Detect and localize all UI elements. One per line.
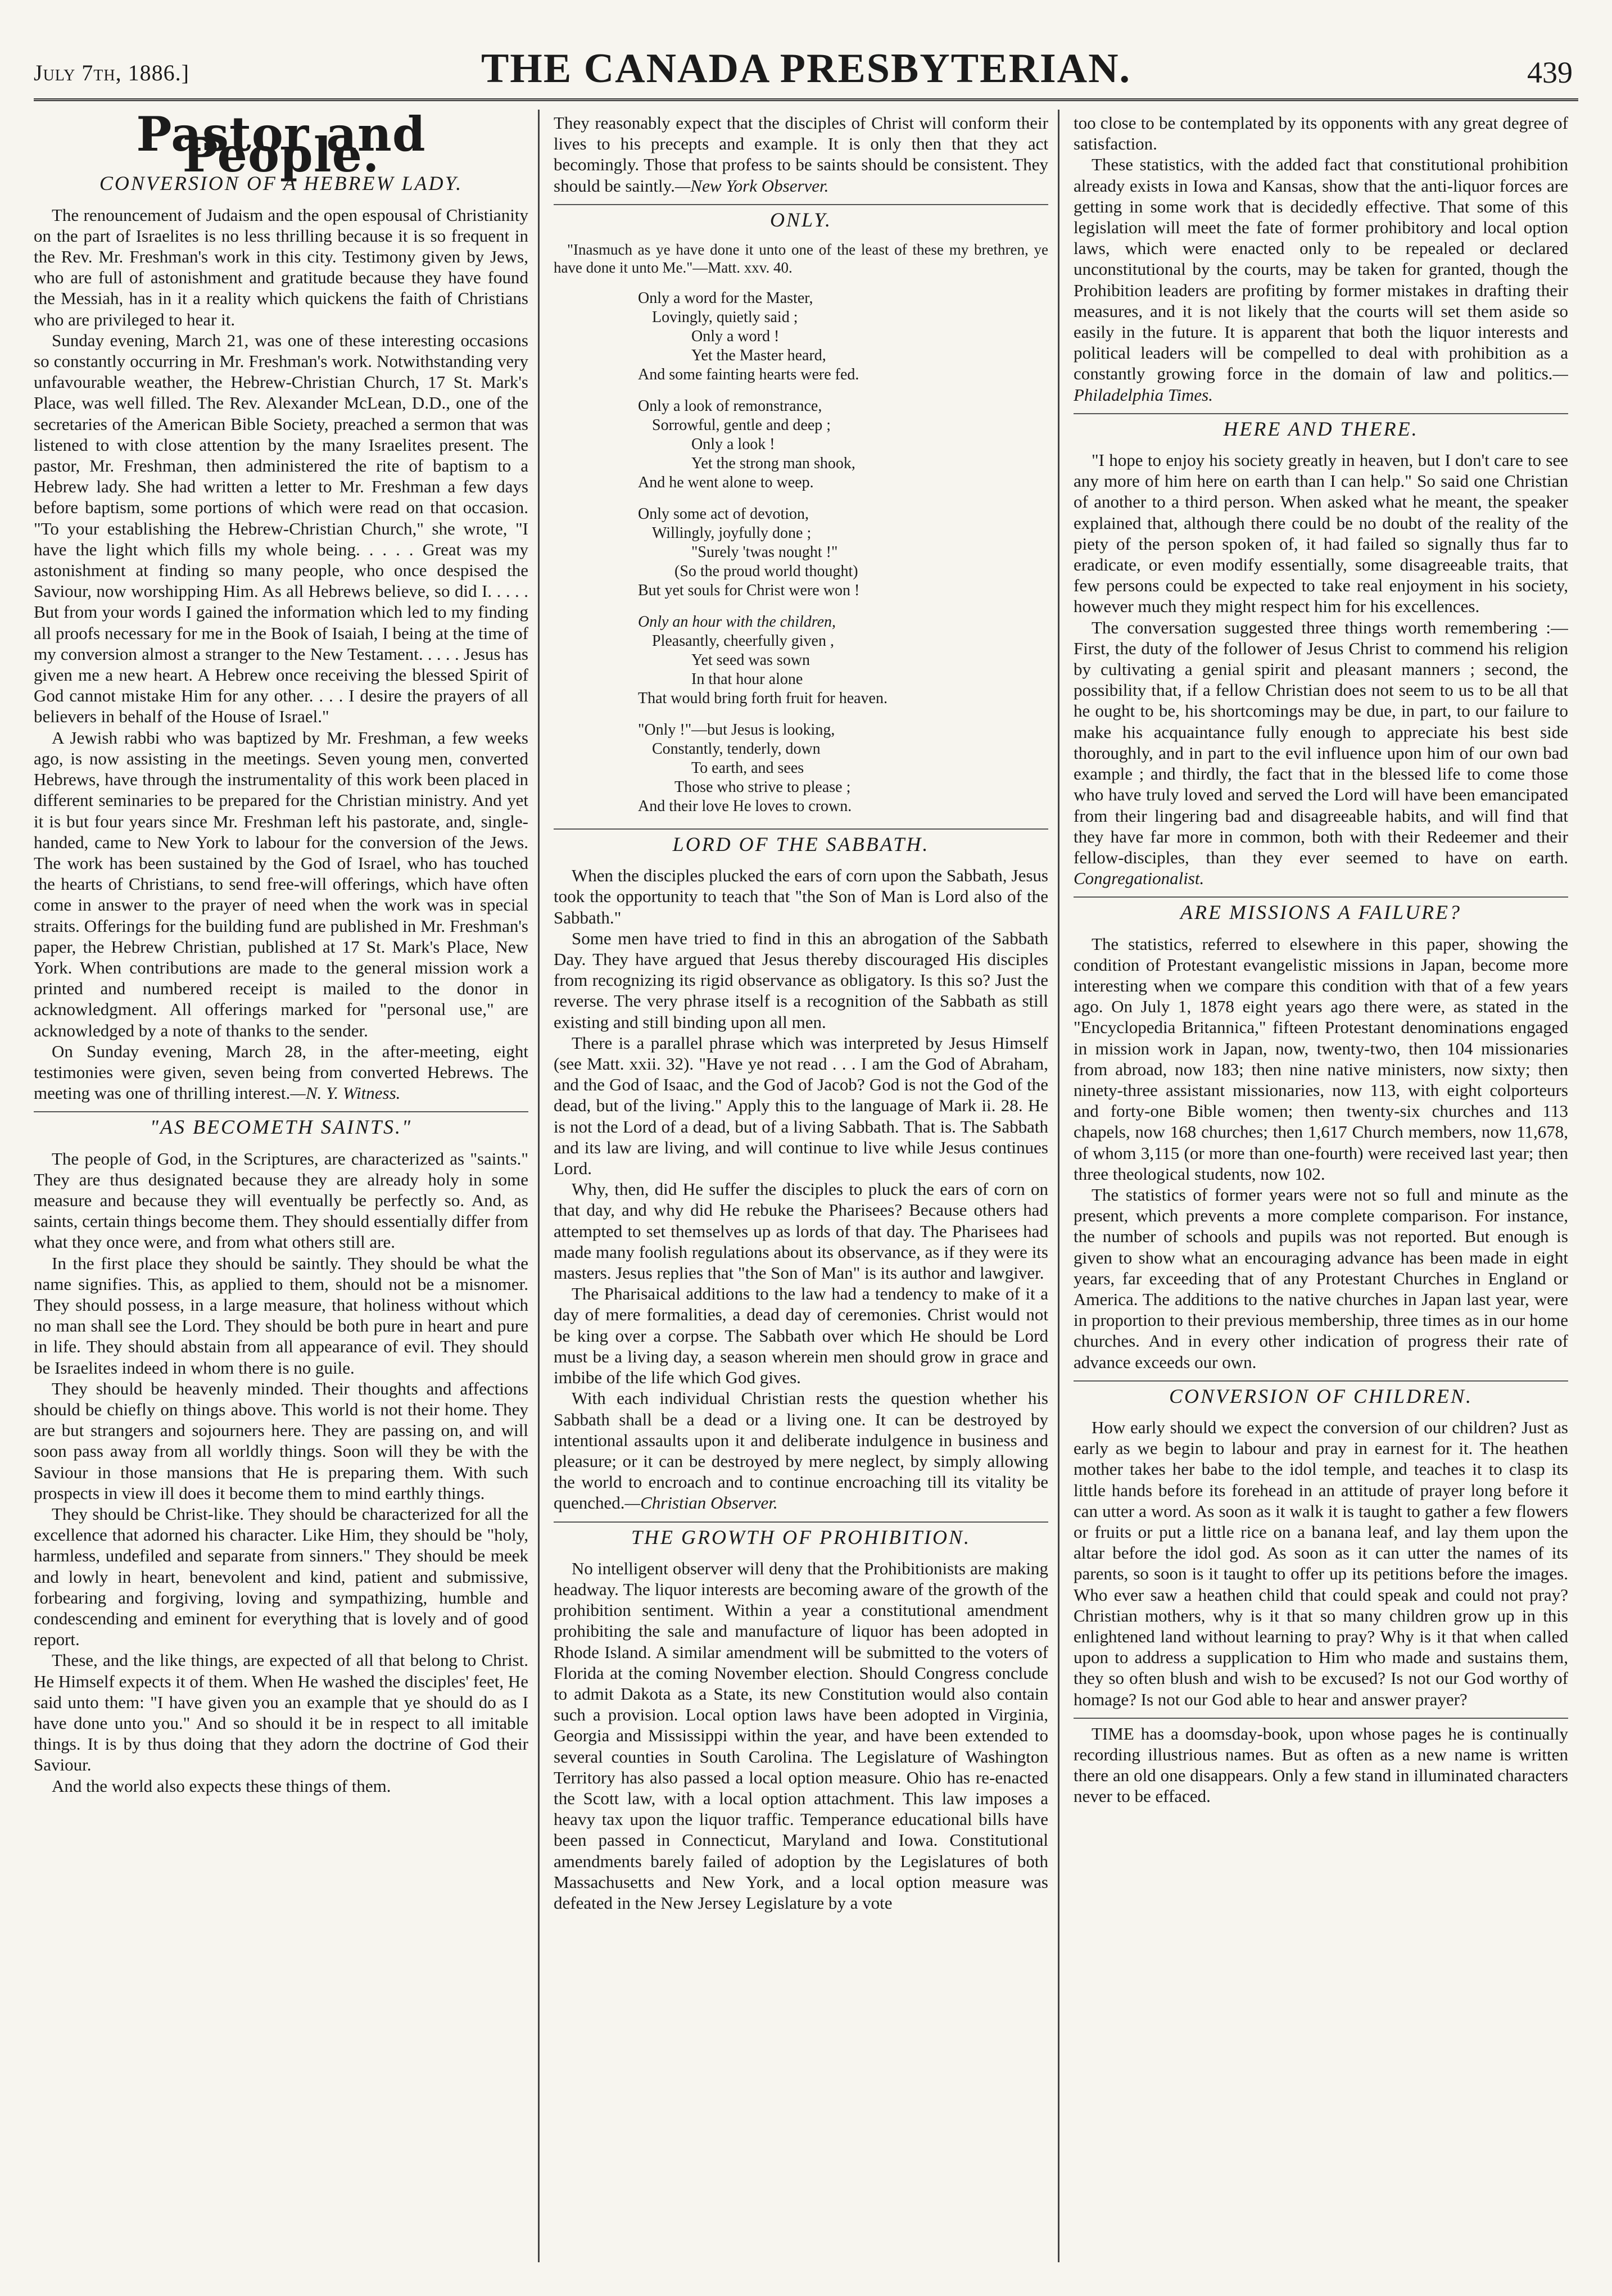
- poem-line: Constantly, tenderly, down: [652, 740, 821, 758]
- poem-line: Pleasantly, cheerfully given ,: [652, 632, 834, 650]
- paragraph: There is a parallel phrase which was interpreted by Jesus Himself (see Matt. xxii. 32). "Have ye not read . . . I am the God of Abraham, and the God of Isaac, and the God of Jacob? God is not the God of the dead, but of the living." Apply this to the language of Mark ii. 28. He is not the Lord of a dead, but of a living Sabbath. That is. The Sabbath and its law are living, and will continue to live while Jesus continues Lord.: [554, 1032, 1048, 1179]
- poem-line: Only a word !: [691, 328, 780, 346]
- divider: [1074, 1718, 1568, 1719]
- article-headline: LORD OF THE SABBATH.: [672, 833, 930, 856]
- article-credit: Congregationalist.: [1074, 868, 1205, 889]
- article-credit: —New York Observer.: [674, 175, 829, 196]
- poem-line: That would bring forth fruit for heaven.: [638, 690, 887, 708]
- masthead: [34, 45, 1578, 112]
- poem-stanza: [554, 505, 1048, 600]
- paragraph: The Pharisaical additions to the law had a tendency to make of it a day of mere formalities, a dead day of ceremonies. Christ would not be king over a corpse. The Sabbath over which He should be Lord must be a living day, a season wherein men should grow in grace and imbibe of the life which God gives.: [554, 1284, 1048, 1388]
- section-break: [554, 1521, 1048, 1523]
- column-3: [1074, 112, 1568, 2265]
- paragraph: They should be Christ-like. They should be characterized for all the excellence that adorned his character. Like Him, they should be "holy, harmless, undefiled and separate from sinners." They should be meek and lowly in heart, benevolent and kind, patient and submissive, forbearing and forgiving, loving and sympathizing, humble and condescending and eminent for everything that is lovely and of good report.: [34, 1504, 528, 1650]
- divider: [1074, 1380, 1568, 1382]
- article-credit: —Christian Observer.: [624, 1493, 778, 1513]
- article-headline: HERE AND THERE.: [1223, 417, 1419, 440]
- poem-line: Yet seed was sown: [691, 651, 810, 669]
- article-headline: CONVERSION OF CHILDREN.: [1169, 1384, 1473, 1407]
- paragraph-text: On Sunday evening, March 28, in the after-meeting, eight testimonies were given, seven being from converted Hebrews. The meeting was one of thrilling interest.: [34, 1041, 528, 1103]
- section-break: [554, 204, 1048, 205]
- divider: [554, 1521, 1048, 1523]
- article-headline: THE GROWTH OF PROHIBITION.: [631, 1525, 971, 1548]
- paragraph-text: These statistics, with the added fact that constitutional prohibition already exists in Iowa and Kansas, show that the anti-liquor forces are getting in some work that is decidedly effective. That some of this legislation will meet the fate of former prohibitory and local option laws, which were enacted only to be repealed or declared unconstitutional by the courts, may be taken for granted, though the Prohibition leaders are profiting by former mistakes in drafting their measures, and it is not likely that the courts will set them aside so easily in the future. It is apparent that both the liquor interests and political leaders will be compelled to deal with prohibition as a constantly growing force in the domain of law and politics.: [1074, 155, 1568, 384]
- poem-line: Only an hour with the children,: [638, 613, 836, 631]
- divider: [1074, 896, 1568, 898]
- article-headline: ARE MISSIONS A FAILURE?: [1180, 901, 1461, 924]
- poem-line: Yet the Master heard,: [691, 347, 826, 365]
- paragraph: Why, then, did He suffer the disciples to pluck the ears of corn on that day, and why did He rebuke the Pharisees? Because others had attempted to set themselves up as lords of that day. The Pharisees had made many foolish regulations about its observance, as if they were its masters. Jesus replies that "the Son of Man" is its author and lawgiver.: [554, 1179, 1048, 1283]
- paragraph: [34, 1041, 528, 1104]
- poem-line: Sorrowful, gentle and deep ;: [652, 416, 831, 434]
- divider: [554, 828, 1048, 830]
- paragraph: "I hope to enjoy his society greatly in heaven, but I don't care to see any more of him here on earth than I can help." So said one Christian of another to a third person. When asked what he meant, the speaker explained that, although there could be no doubt of the reality of the piety of the person spoken of, it had failed so signally thus far to eradicate, or even modify essentially, some disagreeable traits, that few persons could be expected to take real enjoyment in his society, however much they might respect him for his excellences.: [1074, 450, 1568, 617]
- poem-line: Only a look !: [691, 436, 775, 454]
- section-break: [1074, 896, 1568, 898]
- paragraph: They should be heavenly minded. Their thoughts and affections should be chiefly on things above. This world is not their home. They are but strangers and sojourners here. They are passing on, and will soon pass away from all worldly things. Soon will they be with the Saviour in those mansions that He is preparing them. With such prospects in view ill does it become them to mind earthly things.: [34, 1378, 528, 1503]
- poem: [554, 289, 1048, 816]
- poem-line: (So the proud world thought): [674, 563, 858, 581]
- section-break: [34, 1111, 528, 1112]
- paragraph: Sunday evening, March 21, was one of these interesting occasions so constantly occurring in Mr. Freshman's work. Notwithstanding very unfavourable weather, the Hebrew-Christian Church, 17 St. Mark's Place, was well filled. The Rev. Alexander McLean, D.D., one of the secretaries of the American Bible Society, preached a sermon that was listened to with close attention by the many Israelites present. The pastor, Mr. Freshman, then administered the rite of baptism to a Hebrew lady. She had written a letter to Mr. Freshman a few days before baptism, some portions of which were read on that occasion. "To your establishing the Hebrew-Christian Church," she wrote, "I have the light which fills my whole being. . . . . Great was my astonishment at finding so many people, who once despised the Saviour, now worshipping Him. As all Hebrews believe, so did I. . . . . But from your words I gained the information which led to my finding all proofs necessary for me in the Book of Isaiah, I being at the time of my conversion almost a stranger to the New Testament. . . . . Jesus has given me a new heart. A Hebrew once receiving the blessed Spirit of God cannot mistake Him for any other. . . . I desire the prayers of all believers in behalf of the House of Israel.": [34, 330, 528, 727]
- column-divider: [1058, 110, 1059, 2262]
- divider: [34, 1111, 528, 1112]
- divider: [554, 204, 1048, 205]
- poem-line: "Only !"—but Jesus is looking,: [638, 721, 835, 739]
- paragraph: These, and the like things, are expected of all that belong to Christ. He Himself expects it of them. When He washed the disciples' feet, He said unto them: "I have given you an example that ye should do as I have done unto you." And so should it be in respect to all imitable things. It is by thus doing that they adorn the doctrine of God their Saviour.: [34, 1650, 528, 1775]
- article-credit: —N. Y. Witness.: [290, 1083, 401, 1103]
- poem-line: Yet the strong man shook,: [691, 455, 855, 473]
- poem-line: Only a word for the Master,: [638, 289, 813, 307]
- poem-line: And some fainting hearts were fed.: [638, 366, 859, 384]
- paragraph: When the disciples plucked the ears of corn upon the Sabbath, Jesus took the opportunity to teach that "the Son of Man is Lord also of the Sabbath.": [554, 866, 1048, 927]
- column-divider: [538, 110, 540, 2262]
- poem-stanza: [554, 721, 1048, 816]
- poem-stanza: [554, 289, 1048, 384]
- paragraph: The renouncement of Judaism and the open espousal of Christianity on the part of Israelites is no less thrilling because it is so frequent in the Rev. Mr. Freshman's work in this city. Testimony given by Jews, who are full of astonishment and gratitude because they have found the Messiah, has in it a reality which quickens the faith of Christians who are privileged to hear it.: [34, 205, 528, 329]
- paragraph: And the world also expects these things of them.: [52, 1776, 391, 1796]
- poem-line: Willingly, joyfully done ;: [652, 524, 812, 542]
- poem-line: Those who strive to please ;: [674, 778, 851, 796]
- poem-line: To earth, and sees: [691, 759, 804, 777]
- poem-line: Lovingly, quietly said ;: [652, 309, 798, 327]
- paragraph: The statistics of former years were not so full and minute as the present, which prevents a more complete comparison. For instance, the number of schools and pupils was not reported. But enough is given to show what an encouraging advance has been made in eight years, far exceeding that of any Protestant Churches in England or America. The additions to the native churches in Japan last year, were in proportion to their previous membership, three times as in our home churches. And in every other indication of progress their rate of advance exceeds our own.: [1074, 1184, 1568, 1372]
- paragraph-text: With each individual Christian rests the question whether his Sabbath shall be a dead or a living one. It can be destroyed by intentional assaults upon it and deliberate indulgence in business and pleasure; or it can be destroyed by mere neglect, by simply allowing the world to encroach and to continue encroaching till its vitality be quenched.: [554, 1388, 1048, 1513]
- poem-line: "Surely 'twas nought !": [691, 544, 838, 561]
- paragraph: How early should we expect the conversion of our children? Just as early as we begin to labour and pray in earnest for it. The heathen mother takes her babe to the idol temple, and teaches it to clasp its little hands before its forehead in an attitude of prayer long before it can utter a word. As soon as it walk it is taught to gather a few flowers or fruits or put a little rice on a banana leaf, and lay them upon the altar before the idol god. As soon as it can utter the names of its parents, so soon is it taught to offer up its petitions before the images. Who ever saw a heathen child that could speak and could not pray? Christian mothers, why is it that so many children grow up in this enlightened land without learning to pray? Why is it that when called upon to address a supplication to Him who made and sustains them, they so often blush and wish to be excused? Is not our God worthy of homage? Is not our God able to hear and answer prayer?: [1074, 1417, 1568, 1709]
- poem-line: And their love He loves to crown.: [638, 798, 852, 816]
- paragraph: [1074, 617, 1568, 889]
- paragraph: In the first place they should be saintly. They should be what the name signifies. This, as applied to them, should not be a misnomer. They should possess, in a large measure, that holiness without which no man shall see the Lord. They should be both pure in heart and pure in life. They should abstain from all appearance of evil. They should be Israelites indeed in whom there is no guile.: [34, 1253, 528, 1378]
- paragraph: The statistics, referred to elsewhere in this paper, showing the condition of Protestant evangelistic missions in Japan, become more interesting when we compare this condition with that of a few years ago. On July 1, 1878 eight years ago there were, as stated in the "Encyclopedia Britannica," fifteen Protestant denominations engaged in mission work in Japan, now, twenty-two, then 104 missionaries from abroad, now 183; then nine native ministers, now sixty; then ninety-three assistant missionaries, now 113, with eight colporteurs and forty-one Bible women; then twenty-six churches and 113 chapels, now 168 churches; then 1,617 Church members, now 11,678, of whom 3,115 (or more than one-fourth) were received last year; then three theological students, now 102.: [1074, 934, 1568, 1184]
- paragraph: too close to be contemplated by its opponents with any great degree of satisfaction.: [1074, 113, 1568, 154]
- poem-line: Only a look of remonstrance,: [638, 397, 822, 415]
- masthead-rule: [34, 98, 1578, 101]
- article-headline: CONVERSION OF A HEBREW LADY.: [99, 172, 463, 195]
- section-break: [554, 828, 1048, 830]
- column-1: [34, 112, 528, 2265]
- paragraph: Some men have tried to find in this an abrogation of the Sabbath Day. They have argued that Jesus thereby discouraged His disciples from recognizing its rigid observance as obligatory. Is this so? Just the reverse. The very phrase itself is a recognition of the Sabbath as still existing and still binding upon all men.: [554, 928, 1048, 1032]
- article-credit: —Philadelphia Times.: [1074, 364, 1568, 405]
- paragraph: [554, 112, 1048, 196]
- paragraph: TIME has a doomsday-book, upon whose pages he is continually recording illustrious names. But as often as a new name is written there an old one disappears. Only a few stand in illuminated characters never to be effaced.: [1074, 1723, 1568, 1806]
- paragraph: [554, 1388, 1048, 1513]
- paragraph: [1074, 154, 1568, 405]
- paragraph: No intelligent observer will deny that the Prohibitionists are making headway. The liquor interests are becoming aware of the growth of the prohibition sentiment. Within a year a constitutional amendment prohibiting the sale and manufacture of liquor has been adopted in Rhode Island. A similar amendment will be submitted to the voters of Florida at the coming November election. Should Congress conclude to admit Dakota as a State, its new Constitution would also contain such a provision. Local option laws have been adopted in Virginia, Georgia and Mississippi within the year, and have been extended to several counties in South Carolina. The Legislature of Washington Territory has also passed a local option measure. Ohio has re-enacted the Scott law, with a local option attachment. This law imposes a heavy tax upon the liquor traffic. Temperance educational bills have been passed in Connecticut, Maryland and Iowa. Constitutional amendments barely failed of adoption by the Legislatures of both Massachusetts and New York, and a local option measure was defeated in the New Jersey Legislature by a vote: [554, 1558, 1048, 1913]
- section-break: [1074, 1718, 1568, 1719]
- poem-line: But yet souls for Christ were won !: [638, 582, 860, 600]
- paragraph: The people of God, in the Scriptures, are characterized as "saints." They are thus designated because they are already holy in some measure and because they will eventually be perfectly so. And, as saints, certain things become them. They should essentially differ from what they once were, and from what others still are.: [34, 1148, 528, 1252]
- paragraph-text: They reasonably expect that the disciples of Christ will conform their lives to his precepts and example. It is only then that they act becomingly. Those that profess to be saints should be consistent. They should be saintly.: [554, 113, 1048, 196]
- poem-headline: ONLY.: [769, 208, 832, 231]
- poem-line: In that hour alone: [691, 671, 803, 689]
- column-2: [554, 112, 1048, 2265]
- newspaper-title: THE CANADA PRESBYTERIAN.: [481, 46, 1131, 92]
- poem-epigraph: "Inasmuch as ye have done it unto one of the least of these my brethren, ye have done it unto Me."—Matt. xxv. 40.: [554, 241, 1048, 277]
- section-break: [1074, 1380, 1568, 1382]
- poem-stanza: [554, 613, 1048, 708]
- page-number: 439: [1527, 56, 1573, 89]
- issue-date: July 7th, 1886.]: [34, 60, 189, 85]
- paragraph: A Jewish rabbi who was baptized by Mr. Freshman, a few weeks ago, is now assisting in the meetings. Seven young men, converted Hebrews, have through the instrumentality of this work been placed in different seminaries to be prepared for the Christian ministry. And yet it is but four years since Mr. Freshman left his pastorate, and, single-handed, came to New York to labour for the conversion of the Jews. The work has been sustained by the God of Israel, who has touched the hearts of Christians, to send free-will offerings, which have often come in answer to the prayer of need when the work was in special straits. Offerings for the building fund are published in Mr. Freshman's paper, the Hebrew Christian, published at 17 St. Mark's Place, New York. When contributions are made to the general mission work a printed and numbered receipt is mailed to the donor in acknowledgment. All offerings marked for "personal use," are acknowledged by a note of thanks to the sender.: [34, 727, 528, 1040]
- poem-line: And he went alone to weep.: [638, 474, 814, 492]
- paragraph-text: The conversation suggested three things worth remembering :—First, the duty of the follower of Jesus Christ to commend his religion by cultivating a genial spirit and pleasant manners ; second, the possibility that, if a fellow Christian does not seem to us to be all that he ought to be, his shortcomings may be due, in part, to our failure to make his acquaintance fully enough to appreciate his best side thoroughly, and in part to the evil influence upon him of our own bad example ; and thirdly, the fact that in the blessed life to come those who have truly loved and served the Lord will have been emancipated from their lingering bad and disagreeable habits, and will find that they have far more in common, both with their Redeemer and their fellow-disciples, than they ever seemed to have on earth.: [1074, 617, 1568, 867]
- poem-line: Only some act of devotion,: [638, 505, 809, 523]
- section-title: Pastor and People.: [136, 112, 426, 183]
- section-break: [1074, 413, 1568, 414]
- divider: [1074, 413, 1568, 414]
- article-headline: "AS BECOMETH SAINTS.": [150, 1116, 413, 1139]
- poem-stanza: [554, 397, 1048, 492]
